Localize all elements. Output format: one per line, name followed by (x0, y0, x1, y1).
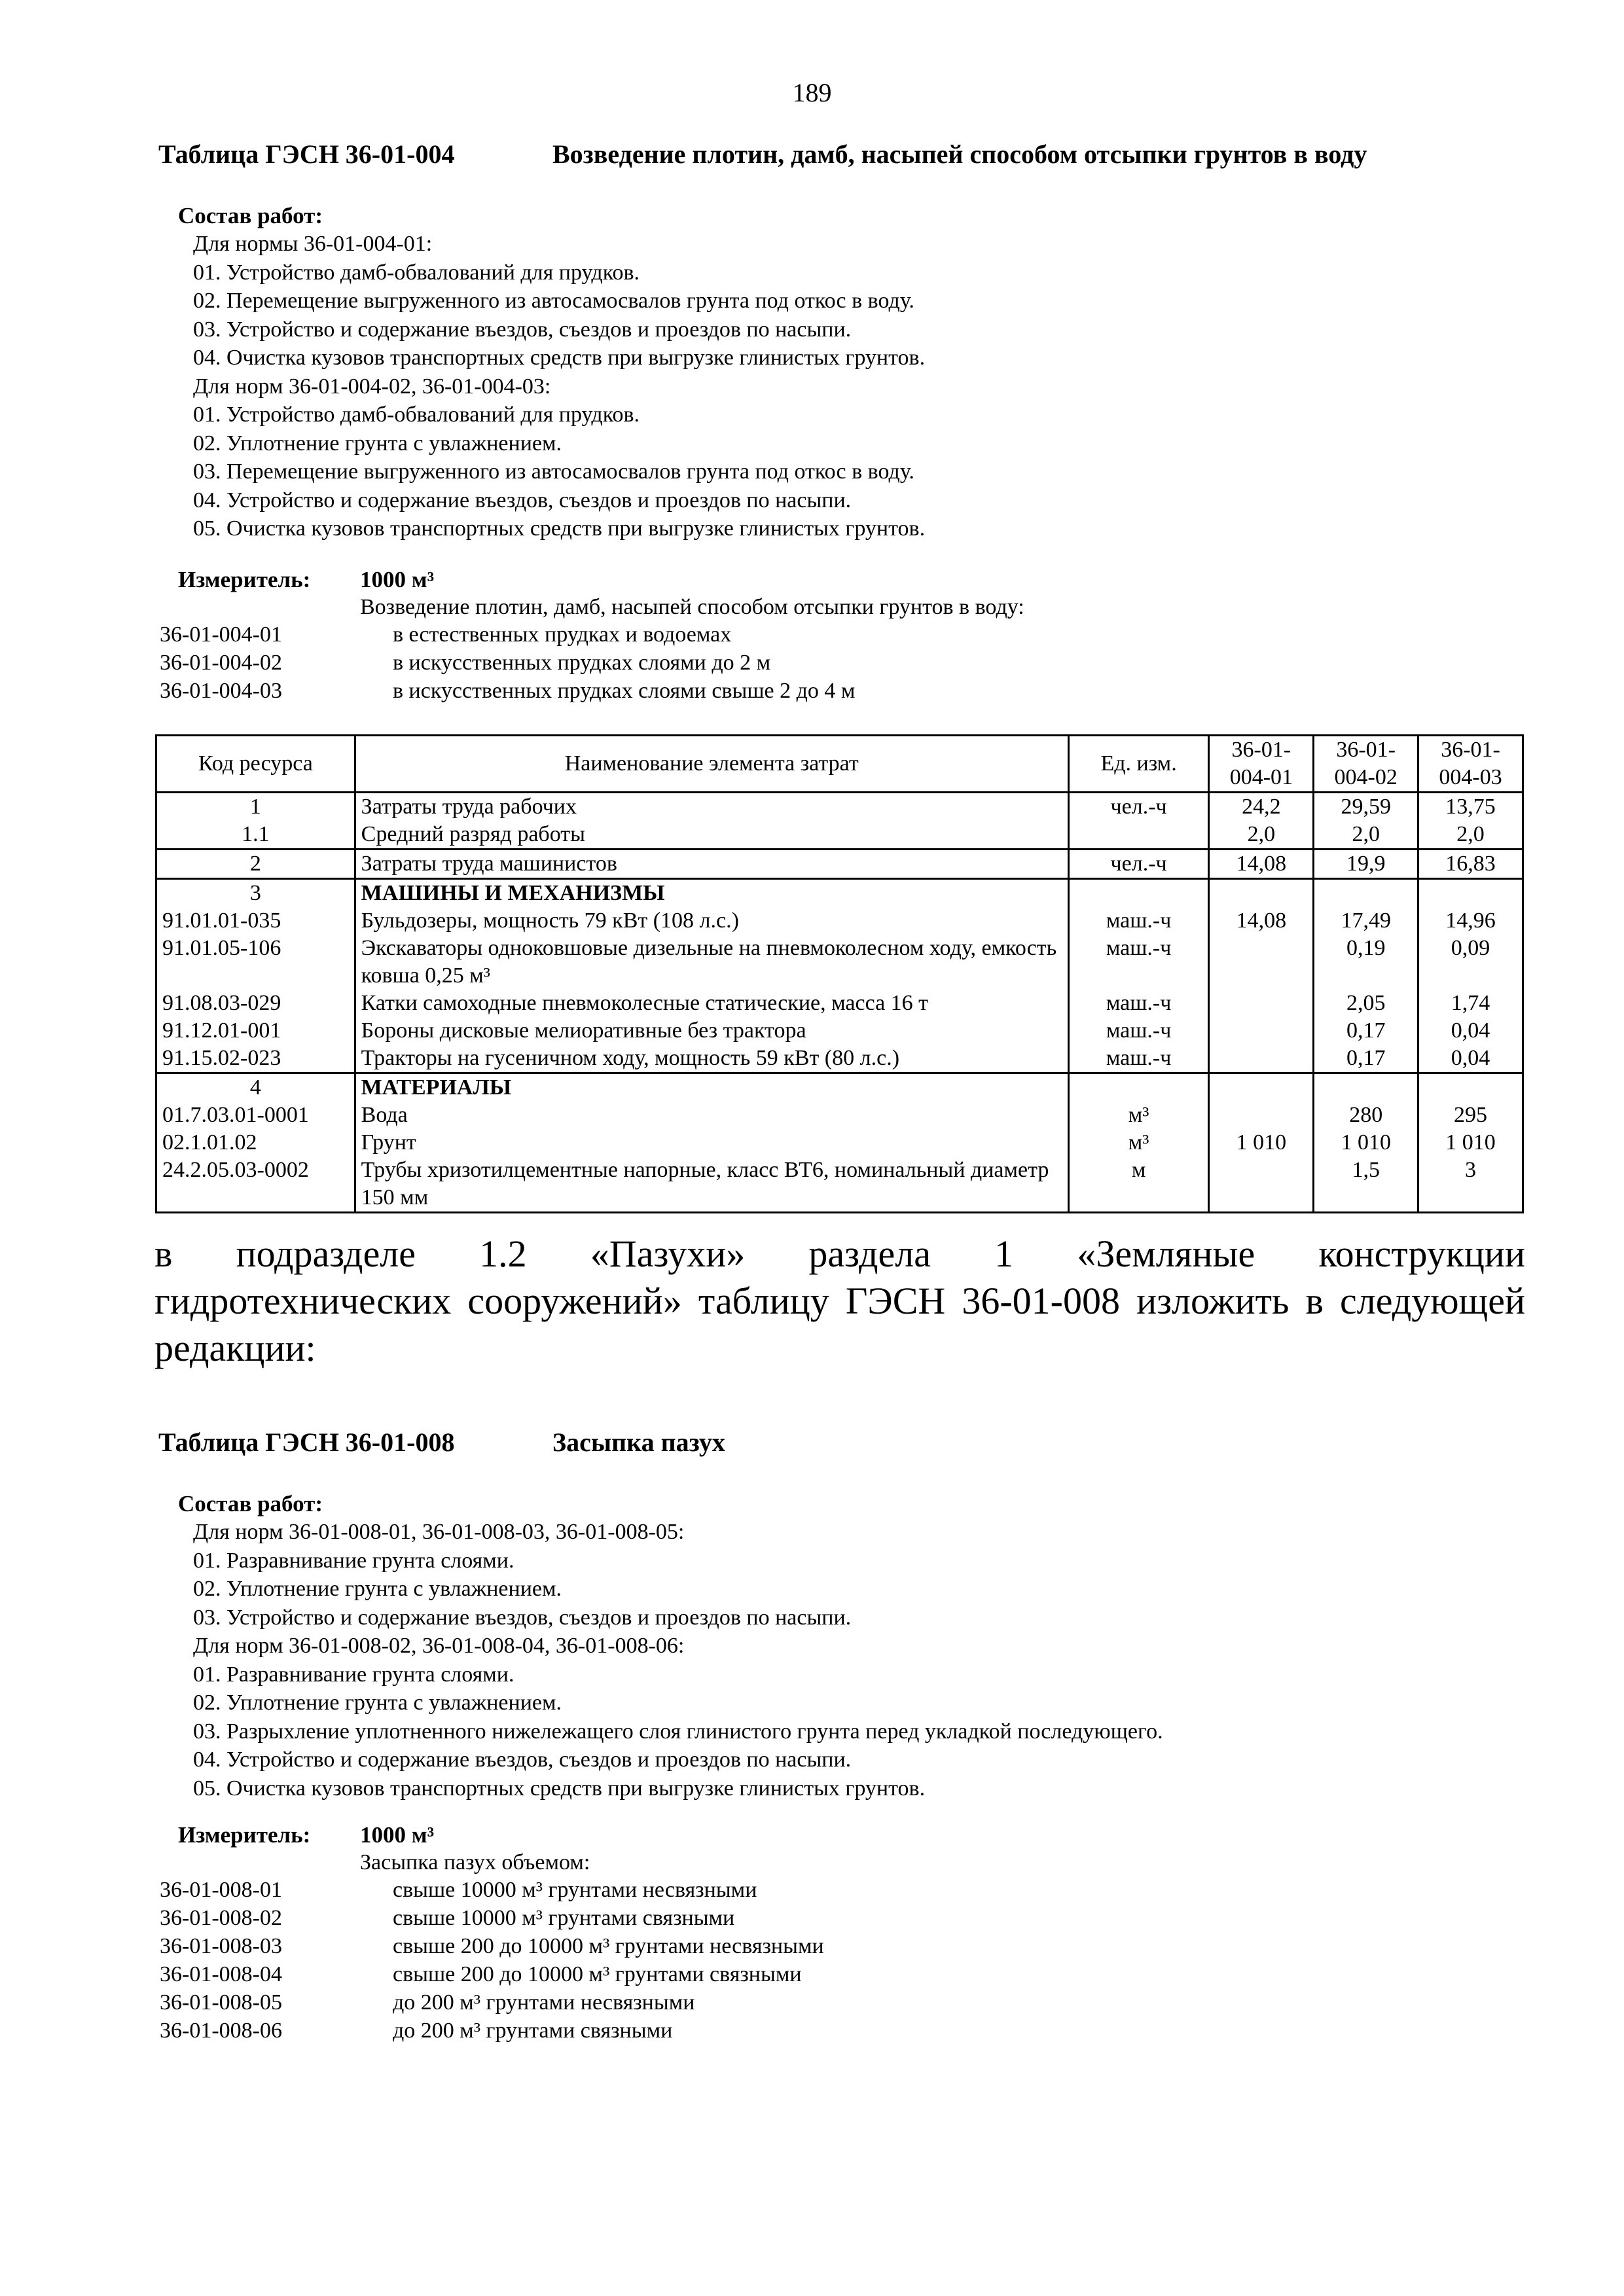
cell-code: 2 (156, 850, 355, 879)
cell-value: 1 010 (1209, 1129, 1314, 1157)
norm-text: до 200 м³ грунтами связными (393, 2018, 673, 2043)
table2-heading (158, 1427, 725, 1458)
norm-code: 36-01-004-01 (160, 622, 282, 647)
cell-value: 16,83 (1418, 850, 1523, 879)
table-row (156, 821, 1523, 850)
cell-unit: чел.-ч (1068, 850, 1209, 879)
work-line: 04. Устройство и содержание въездов, съездов и проездов по насыпи. (193, 1748, 852, 1772)
norm-row (0, 677, 1624, 705)
cell-name: Трубы хризотилцементные напорные, класс ВТ6, номинальный диаметр 150 мм (355, 1157, 1068, 1213)
norm-text: свыше 10000 м³ грунтами связными (393, 1906, 735, 1930)
table2-izm-value: 1000 м³ (360, 1822, 435, 1848)
cell-code: 01.7.03.01-0001 (156, 1102, 355, 1129)
cell-code: 91.12.01-001 (156, 1017, 355, 1045)
table1-heading (158, 139, 1367, 170)
cell-value: 19,9 (1314, 850, 1418, 879)
header-name: Наименование элемента затрат (355, 736, 1068, 793)
cell-value: 1,74 (1418, 990, 1523, 1017)
work-line: 03. Устройство и содержание въездов, съездов и проездов по насыпи. (193, 1605, 852, 1630)
cell-unit: маш.-ч (1068, 990, 1209, 1017)
norm-text: в искусственных прудках слоями свыше 2 до 4 м (393, 679, 856, 703)
norm-code: 36-01-004-02 (160, 651, 282, 675)
table2-label: Таблица ГЭСН 36-01-008 (158, 1427, 455, 1457)
table-row (156, 850, 1523, 879)
cell-name: Средний разряд работы (355, 821, 1068, 850)
cell-code: 3 (156, 879, 355, 908)
cell-code: 24.2.05.03-0002 (156, 1157, 355, 1213)
cell-code: 1 (156, 793, 355, 821)
work-line: 01. Устройство дамб-обвалований для прудков. (193, 260, 640, 285)
table-row (156, 1102, 1523, 1129)
work-line: 05. Очистка кузовов транспортных средств при выгрузке глинистых грунтов. (193, 516, 926, 541)
paragraph-line: редакции: (154, 1327, 316, 1369)
header-norm-3: 36-01- 004-03 (1418, 736, 1523, 793)
cell-value: 24,2 (1209, 793, 1314, 821)
norm-row (0, 1932, 1624, 1960)
cell-value (1209, 1073, 1314, 1102)
cell-unit: м (1068, 1157, 1209, 1213)
cell-section-title: МАТЕРИАЛЫ (355, 1073, 1068, 1102)
table1-izm-value: 1000 м³ (360, 567, 435, 592)
cell-value (1209, 879, 1314, 908)
table-row (156, 793, 1523, 821)
work-line: Для нормы 36-01-004-01: (193, 232, 433, 256)
norm-row (0, 1960, 1624, 1988)
cell-name: Грунт (355, 1129, 1068, 1157)
work-line: 02. Уплотнение грунта с увлажнением. (193, 1691, 562, 1715)
cell-value: 1 010 (1418, 1129, 1523, 1157)
resource-table (155, 734, 1524, 1213)
work-line: 05. Очистка кузовов транспортных средств при выгрузке глинистых грунтов. (193, 1776, 926, 1801)
norm-row (0, 1876, 1624, 1904)
cell-value: 0,04 (1418, 1017, 1523, 1045)
norm-text: свыше 200 до 10000 м³ грунтами несвязными (393, 1934, 824, 1958)
header-norm-1: 36-01- 004-01 (1209, 736, 1314, 793)
cell-name: Бороны дисковые мелиоративные без трактора (355, 1017, 1068, 1045)
table-row (156, 879, 1523, 908)
table2-sostav-label: Состав работ: (178, 1491, 323, 1516)
table1-title: Возведение плотин, дамб, насыпей способом отсыпки грунтов в воду (552, 139, 1367, 169)
work-line: 03. Устройство и содержание въездов, съездов и проездов по насыпи. (193, 317, 852, 342)
work-line: 03. Разрыхление уплотненного нижележащего слоя глинистого грунта перед укладкой последующего. (193, 1719, 1163, 1744)
cell-name: Затраты труда рабочих (355, 793, 1068, 821)
cell-name: Катки самоходные пневмоколесные статические, масса 16 т (355, 990, 1068, 1017)
work-line: 01. Разравнивание грунта слоями. (193, 1548, 514, 1573)
cell-name: Экскаваторы одноковшовые дизельные на пневмоколесном ходу, емкость ковша 0,25 м³ (355, 935, 1068, 990)
table2-izm-desc: Засыпка пазух объемом: (360, 1850, 590, 1874)
cell-code: 91.01.05-106 (156, 935, 355, 990)
cell-name: Затраты труда машинистов (355, 850, 1068, 879)
cell-value (1209, 990, 1314, 1017)
norm-text: до 200 м³ грунтами несвязными (393, 1990, 695, 2015)
work-line: 02. Уплотнение грунта с увлажнением. (193, 431, 562, 456)
norm-row (0, 2017, 1624, 2045)
cell-value: 280 (1314, 1102, 1418, 1129)
cell-value: 2,0 (1314, 821, 1418, 850)
header-norm-2: 36-01- 004-02 (1314, 736, 1418, 793)
cell-value: 13,75 (1418, 793, 1523, 821)
cell-value: 29,59 (1314, 793, 1418, 821)
cell-value (1314, 1073, 1418, 1102)
cell-value (1314, 879, 1418, 908)
cell-value: 0,17 (1314, 1045, 1418, 1073)
cell-unit: чел.-ч (1068, 793, 1209, 821)
table1-izm-label: Измеритель: (178, 567, 311, 592)
cell-code: 4 (156, 1073, 355, 1102)
norm-code: 36-01-008-02 (160, 1906, 282, 1930)
table1-work-lines (193, 230, 925, 543)
cell-value: 0,17 (1314, 1017, 1418, 1045)
work-line: Для норм 36-01-008-01, 36-01-008-03, 36-01-008-05: (193, 1520, 685, 1544)
cell-value: 0,19 (1314, 935, 1418, 990)
work-line: 02. Перемещение выгруженного из автосамосвалов грунта под откос в воду. (193, 289, 914, 313)
cell-value (1418, 1073, 1523, 1102)
table-row (156, 1129, 1523, 1157)
cell-code: 1.1 (156, 821, 355, 850)
cell-value (1209, 1017, 1314, 1045)
norm-code: 36-01-008-01 (160, 1878, 282, 1902)
norm-code: 36-01-008-04 (160, 1962, 282, 1986)
cell-value: 2,0 (1209, 821, 1314, 850)
work-line: 02. Уплотнение грунта с увлажнением. (193, 1577, 562, 1601)
cell-value: 14,08 (1209, 850, 1314, 879)
cell-code: 91.01.01-035 (156, 907, 355, 935)
cell-value: 3 (1418, 1157, 1523, 1213)
work-line: 01. Разравнивание грунта слоями. (193, 1662, 514, 1687)
norm-text: свыше 200 до 10000 м³ грунтами связными (393, 1962, 802, 1986)
table-row (156, 1017, 1523, 1045)
cell-value (1418, 879, 1523, 908)
norm-code: 36-01-008-03 (160, 1934, 282, 1958)
header-unit: Ед. изм. (1068, 736, 1209, 793)
norm-row (0, 649, 1624, 677)
cell-value (1209, 1102, 1314, 1129)
table2-title: Засыпка пазух (552, 1427, 725, 1457)
norm-row (0, 1988, 1624, 2017)
cell-unit: маш.-ч (1068, 907, 1209, 935)
cell-name: Вода (355, 1102, 1068, 1129)
norm-text: свыше 10000 м³ грунтами несвязными (393, 1878, 757, 1902)
norm-code: 36-01-008-05 (160, 1990, 282, 2015)
cell-value: 295 (1418, 1102, 1523, 1129)
table1-izm-desc: Возведение плотин, дамб, насыпей способом отсыпки грунтов в воду: (360, 595, 1024, 619)
norm-code: 36-01-008-06 (160, 2018, 282, 2043)
cell-unit: маш.-ч (1068, 935, 1209, 990)
cell-unit (1068, 879, 1209, 908)
cell-unit (1068, 821, 1209, 850)
amendment-paragraph (154, 1230, 1525, 1372)
work-line: Для норм 36-01-004-02, 36-01-004-03: (193, 374, 551, 399)
cell-value: 14,96 (1418, 907, 1523, 935)
work-line: 04. Очистка кузовов транспортных средств при выгрузке глинистых грунтов. (193, 346, 926, 370)
norm-code: 36-01-004-03 (160, 679, 282, 703)
norm-row (0, 1904, 1624, 1932)
cell-value: 1,5 (1314, 1157, 1418, 1213)
norm-text: в естественных прудках и водоемах (393, 622, 732, 647)
table-row (156, 1045, 1523, 1073)
table1-sostav-label: Состав работ: (178, 203, 323, 228)
header-code: Код ресурса (156, 736, 355, 793)
cell-value: 0,04 (1418, 1045, 1523, 1073)
work-line: Для норм 36-01-008-02, 36-01-008-04, 36-01-008-06: (193, 1634, 685, 1658)
table-row (156, 990, 1523, 1017)
work-line: 04. Устройство и содержание въездов, съездов и проездов по насыпи. (193, 488, 852, 512)
cell-unit: маш.-ч (1068, 1017, 1209, 1045)
page-number: 189 (792, 78, 832, 107)
table-header-row (156, 736, 1523, 793)
table-row (156, 907, 1523, 935)
cell-value (1209, 1045, 1314, 1073)
cell-code: 91.08.03-029 (156, 990, 355, 1017)
table2-izm-label: Измеритель: (178, 1822, 311, 1848)
cell-unit (1068, 1073, 1209, 1102)
cell-value (1209, 1157, 1314, 1213)
norm-text: в искусственных прудках слоями до 2 м (393, 651, 771, 675)
cell-value: 14,08 (1209, 907, 1314, 935)
cell-code: 91.15.02-023 (156, 1045, 355, 1073)
paragraph-line: в подразделе 1.2 «Пазухи» раздела 1 «Земляные конструкции (154, 1232, 1525, 1275)
cell-value: 17,49 (1314, 907, 1418, 935)
paragraph-line: гидротехнических сооружений» таблицу ГЭСН 36-01-008 изложить в следующей (154, 1280, 1525, 1322)
cell-code: 02.1.01.02 (156, 1129, 355, 1157)
work-line: 01. Устройство дамб-обвалований для прудков. (193, 403, 640, 427)
table-row (156, 1157, 1523, 1213)
cell-unit: маш.-ч (1068, 1045, 1209, 1073)
table-row (156, 1073, 1523, 1102)
cell-value: 0,09 (1418, 935, 1523, 990)
cell-value: 2,0 (1418, 821, 1523, 850)
table-row (156, 935, 1523, 990)
cell-name: Тракторы на гусеничном ходу, мощность 59 кВт (80 л.с.) (355, 1045, 1068, 1073)
cell-unit: м³ (1068, 1102, 1209, 1129)
cell-value (1209, 935, 1314, 990)
norm-row (0, 620, 1624, 649)
cell-name: Бульдозеры, мощность 79 кВт (108 л.с.) (355, 907, 1068, 935)
cell-section-title: МАШИНЫ И МЕХАНИЗМЫ (355, 879, 1068, 908)
cell-value: 1 010 (1314, 1129, 1418, 1157)
table1-label: Таблица ГЭСН 36-01-004 (158, 139, 455, 169)
table2-work-lines (193, 1518, 1163, 1803)
cell-value: 2,05 (1314, 990, 1418, 1017)
work-line: 03. Перемещение выгруженного из автосамосвалов грунта под откос в воду. (193, 459, 914, 484)
cell-unit: м³ (1068, 1129, 1209, 1157)
